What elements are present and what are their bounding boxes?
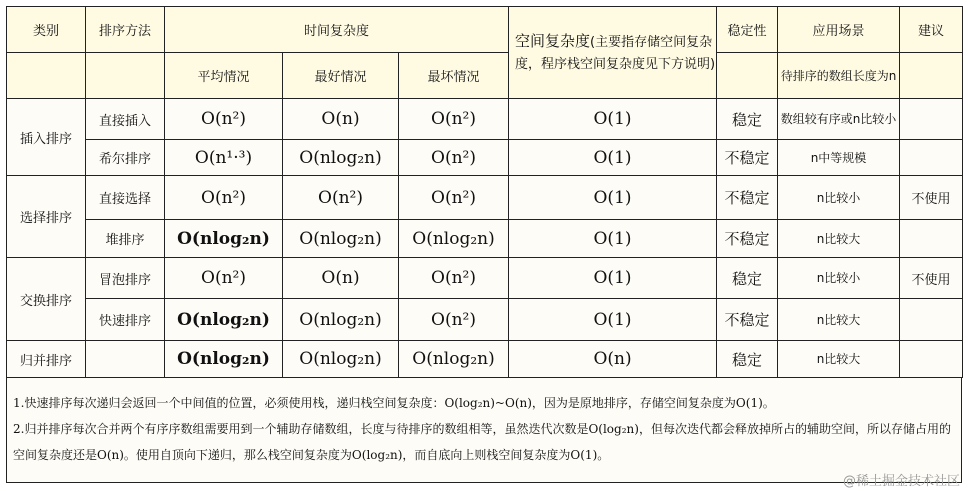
scenario-cell: 数组较有序或n比较小	[778, 99, 900, 140]
method-cell: 直接插入	[86, 99, 165, 140]
watermark: @稀土掘金技术社区	[842, 474, 960, 489]
avg-cell: O(nlog₂n)	[165, 299, 283, 341]
scenario-cell: n比较大	[778, 341, 900, 378]
advice-cell	[900, 220, 963, 258]
avg-cell: O(nlog₂n)	[165, 341, 283, 378]
header-advice: 建议	[900, 7, 963, 53]
scenario-cell: n比较小	[778, 176, 900, 220]
table-row	[7, 258, 963, 299]
worst-cell: O(n²)	[399, 140, 509, 176]
best-cell: O(nlog₂n)	[283, 140, 399, 176]
category-selection: 选择排序	[7, 176, 86, 258]
table-row	[7, 176, 963, 220]
header-best-case: 最好情况	[283, 53, 399, 99]
header-stability: 稳定性	[717, 7, 778, 53]
table-row	[7, 220, 963, 258]
advice-cell	[900, 99, 963, 140]
scenario-cell: n中等规模	[778, 140, 900, 176]
worst-cell: O(n²)	[399, 99, 509, 140]
advice-cell: 不使用	[900, 176, 963, 220]
scenario-cell: n比较大	[778, 299, 900, 341]
header-scenario: 应用场景	[778, 7, 900, 53]
avg-cell: O(n²)	[165, 258, 283, 299]
table-row	[7, 140, 963, 176]
worst-cell: O(nlog₂n)	[399, 341, 509, 378]
space-title-main: 空间复杂度	[515, 31, 591, 50]
stability-cell: 不稳定	[717, 220, 778, 258]
worst-cell: O(n²)	[399, 176, 509, 220]
header-scenario-sub: 待排序的数组长度为n	[778, 53, 900, 99]
space-cell: O(1)	[509, 140, 717, 176]
category-insertion: 插入排序	[7, 99, 86, 176]
best-cell: O(nlog₂n)	[283, 341, 399, 378]
stability-cell: 不稳定	[717, 140, 778, 176]
method-cell: 堆排序	[86, 220, 165, 258]
stability-cell: 稳定	[717, 341, 778, 378]
stability-cell: 不稳定	[717, 176, 778, 220]
method-cell: 直接选择	[86, 176, 165, 220]
best-cell: O(nlog₂n)	[283, 220, 399, 258]
method-cell: 冒泡排序	[86, 258, 165, 299]
avg-cell: O(n¹·³)	[165, 140, 283, 176]
advice-cell: 不使用	[900, 258, 963, 299]
note-line: 1.快速排序每次递归会返回一个中间值的位置，必须使用栈，递归栈空间复杂度：O(log₂n)~O(n)，因为是原地排序，存储空间复杂度为O(1)。	[13, 396, 775, 410]
stability-cell: 稳定	[717, 258, 778, 299]
complexity-table	[6, 6, 963, 378]
note-line: 2.归并排序每次合并两个有序序数组需要用到一个辅助存储数组，长度与待排序的数组相等，虽然迭代次数是O(log₂n)，但每次迭代都会释放掉所占的辅助空间，所以存储占用的空间复杂度还是O(n)。使用自顶向下递归，那么栈空间复杂度为O(log₂n)，而自底向上则栈空间复杂度为O(1)。	[13, 422, 951, 462]
avg-cell: O(n²)	[165, 176, 283, 220]
category-merge: 归并排序	[7, 341, 86, 378]
header-average-case: 平均情况	[165, 53, 283, 99]
space-cell: O(1)	[509, 99, 717, 140]
table-row	[7, 99, 963, 140]
advice-cell	[900, 341, 963, 378]
avg-cell: O(n²)	[165, 99, 283, 140]
header-empty-cell	[900, 53, 963, 99]
header-worst-case: 最坏情况	[399, 53, 509, 99]
sorting-complexity-sheet	[6, 6, 962, 483]
space-cell: O(1)	[509, 220, 717, 258]
table-row	[7, 341, 963, 378]
header-empty-cell	[717, 53, 778, 99]
scenario-cell: n比较大	[778, 220, 900, 258]
category-exchange: 交换排序	[7, 258, 86, 341]
space-cell: O(1)	[509, 299, 717, 341]
avg-cell: O(nlog₂n)	[165, 220, 283, 258]
stability-cell: 不稳定	[717, 299, 778, 341]
table-row	[7, 299, 963, 341]
header-method: 排序方法	[86, 7, 165, 53]
best-cell: O(n)	[283, 99, 399, 140]
space-cell: O(1)	[509, 176, 717, 220]
header-empty-cell	[86, 53, 165, 99]
worst-cell: O(n²)	[399, 299, 509, 341]
advice-cell	[900, 140, 963, 176]
stability-cell: 稳定	[717, 99, 778, 140]
method-cell: 希尔排序	[86, 140, 165, 176]
worst-cell: O(n²)	[399, 258, 509, 299]
space-cell: O(n)	[509, 341, 717, 378]
worst-cell: O(nlog₂n)	[399, 220, 509, 258]
scenario-cell: n比较小	[778, 258, 900, 299]
method-cell: 快速排序	[86, 299, 165, 341]
method-cell	[86, 341, 165, 378]
header-space-complexity	[509, 7, 717, 99]
best-cell: O(n²)	[283, 176, 399, 220]
space-cell: O(1)	[509, 258, 717, 299]
best-cell: O(nlog₂n)	[283, 299, 399, 341]
best-cell: O(n)	[283, 258, 399, 299]
header-time-complexity: 时间复杂度	[165, 7, 509, 53]
header-empty-cell	[7, 53, 86, 99]
header-category: 类别	[7, 7, 86, 53]
advice-cell	[900, 299, 963, 341]
space-title-note: (主要指存储空间复杂度，程序栈空间复杂度见下方说明)	[515, 34, 716, 72]
notes-section	[6, 378, 962, 483]
